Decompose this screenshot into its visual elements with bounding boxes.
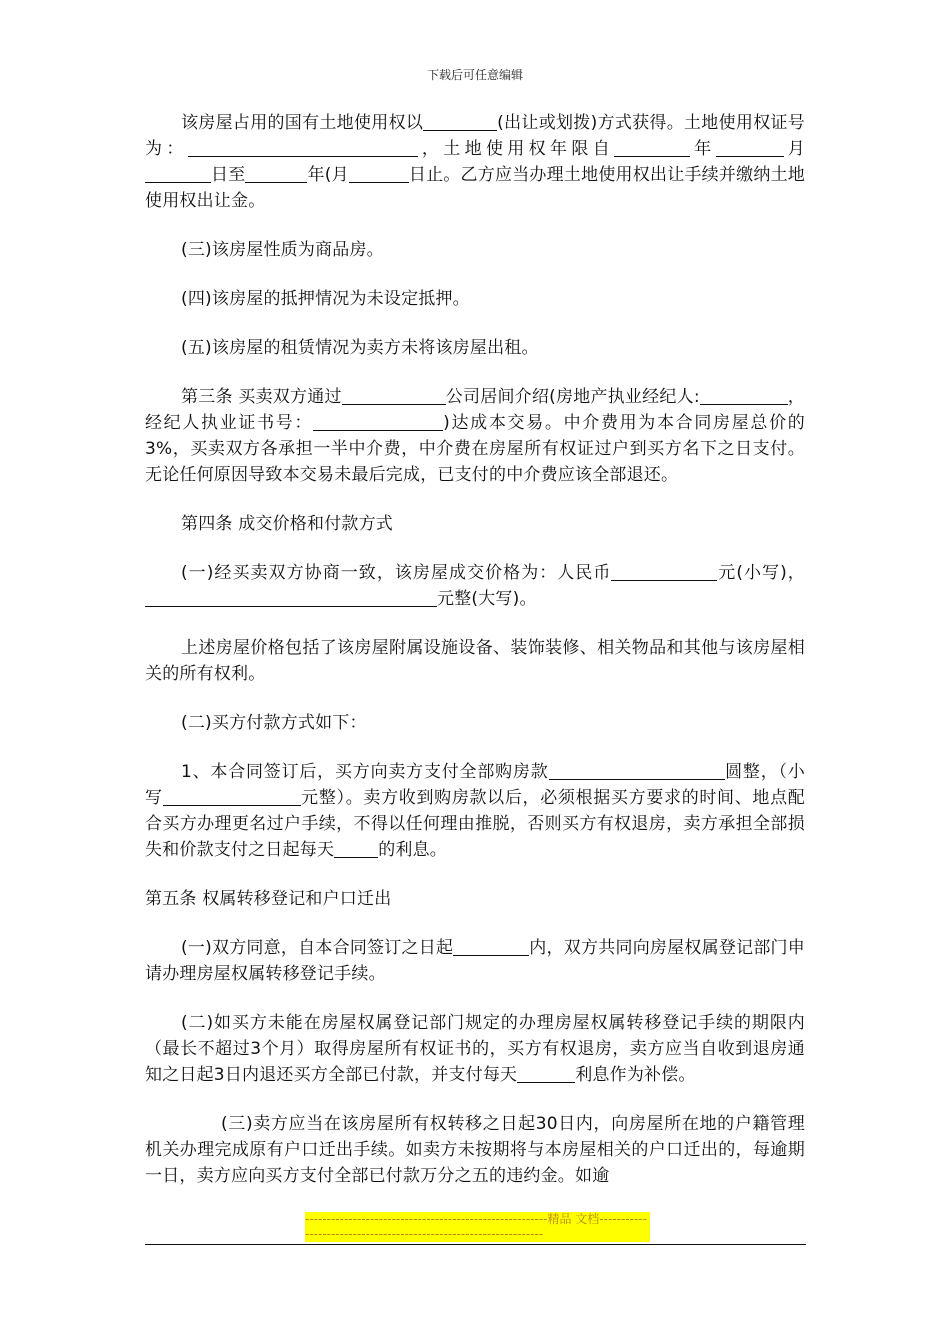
text-segment: 的利息。 [378, 840, 448, 860]
blank-field[interactable] [349, 164, 409, 183]
paragraph-mortgage: (四)该房屋的抵押情况为未设定抵押。 [181, 289, 470, 309]
text-segment: 元整）。卖方收到购房款以后，必须根据买方要求的时间、地点配合买方办理更名过户手续，不得以任何理由推脱，否则买方有权退房，卖方承担全部损失和价款支付之日起每天 [145, 788, 805, 860]
text-segment: )达成本交易。中介费用为本合同房屋总价的3%，买卖双方各承担一半中介费，中介费在房屋所有权证过户到买方名下之日支付。无论任何原因导致本交易未最后完成，已支付的中介费应该全部退还。 [145, 413, 805, 485]
blank-field[interactable] [423, 112, 497, 131]
blank-field[interactable] [716, 138, 784, 157]
blank-field[interactable] [611, 562, 717, 581]
paragraph-household-registration: (三)卖方应当在该房屋所有权转移之日起30日内，向房屋所在地的户籍管理机关办理完成原有户口迁出手续。如卖方未按期将与本房屋相关的户口迁出的，每逾期一日，卖方应向买方支付全部已付款万分之五的违约金。如逾 [145, 1114, 805, 1186]
text-segment: 利息作为补偿。 [575, 1065, 696, 1085]
text-segment: ，土地使用权年限自 [417, 139, 615, 159]
blank-field[interactable] [145, 588, 437, 607]
blank-field[interactable] [163, 787, 301, 806]
paragraph-land-use [145, 110, 805, 214]
paragraph-price [145, 560, 805, 612]
blank-field[interactable] [334, 839, 378, 858]
paragraph-lease: (五)该房屋的租赁情况为卖方未将该房屋出租。 [181, 338, 539, 358]
page-header: 下载后可任意编辑 [426, 68, 523, 82]
text-segment: (一)双方同意，自本合同签订之日起 [181, 938, 454, 958]
text-segment: 圆整，（小写 [145, 762, 806, 808]
blank-field[interactable] [517, 1064, 575, 1083]
text-segment: 元整(大写)。 [437, 589, 537, 609]
paragraph-refund [145, 1010, 805, 1088]
paragraph-article-5-title: 第五条 权属转移登记和户口迁出 [145, 889, 392, 909]
blank-field[interactable] [614, 138, 690, 157]
paragraph-payment-terms [145, 759, 805, 863]
footer-watermark-text: --------------------------------------------------------精品 文档------------------------------------------------------------------ [305, 1212, 650, 1242]
blank-field[interactable] [549, 761, 725, 780]
text-segment: 1、本合同签订后，买方向卖方支付全部购房款 [181, 762, 549, 782]
document-body [145, 110, 805, 1212]
blank-field[interactable] [453, 937, 529, 956]
text-segment: (二)如买方未能在房屋权属登记部门规定的办理房屋权属转移登记手续的期限内（最长不超过3个月）取得房屋所有权证书的，买方有权退房，卖方应当自收到退房通知之日起3日内退还买方全部已付款，并支付每天 [145, 1013, 805, 1085]
text-segment: 日止。乙方应当办理土地使用权出让手续并缴纳土地使用权出让金。 [145, 165, 806, 211]
text-segment: 第三条 买卖双方通过 [181, 387, 342, 407]
text-segment: 内，双方共同向房屋权属登记部门申请办理房屋权属转移登记手续。 [145, 938, 805, 984]
text-segment: 年(月 [307, 165, 349, 185]
text-segment: 月 [783, 139, 805, 159]
paragraph-property-nature: (三)该房屋性质为商品房。 [181, 240, 384, 260]
text-segment: ，经纪人执业证书号： [145, 387, 806, 433]
paragraph-price-scope: 上述房屋价格包括了该房屋附属设施设备、装饰装修、相关物品和其他与该房屋相关的所有权利。 [145, 638, 805, 684]
text-segment: 年 [690, 139, 716, 159]
blank-field[interactable] [245, 164, 307, 183]
paragraph-registration [145, 935, 805, 987]
blank-field[interactable] [313, 412, 443, 431]
paragraph-article-3 [145, 384, 805, 488]
blank-field[interactable] [700, 386, 788, 405]
text-segment: 元(小写)， [717, 563, 806, 583]
text-segment: 公司居间介绍(房地产执业经纪人: [445, 387, 700, 407]
footer-divider [145, 1244, 806, 1245]
text-segment: (出让或划拨)方式获得。土地使用权证号为： [145, 113, 805, 159]
text-segment: 该房屋占用的国有土地使用权以 [181, 113, 424, 133]
paragraph-article-4-title: 第四条 成交价格和付款方式 [181, 514, 394, 534]
blank-field[interactable] [342, 386, 446, 405]
blank-field[interactable] [188, 138, 418, 157]
text-segment: (一)经买卖双方协商一致，该房屋成交价格为：人民币 [181, 563, 612, 583]
blank-field[interactable] [145, 164, 211, 183]
paragraph-payment-title: (二)买方付款方式如下： [181, 713, 367, 733]
text-segment: 日至 [211, 165, 246, 185]
